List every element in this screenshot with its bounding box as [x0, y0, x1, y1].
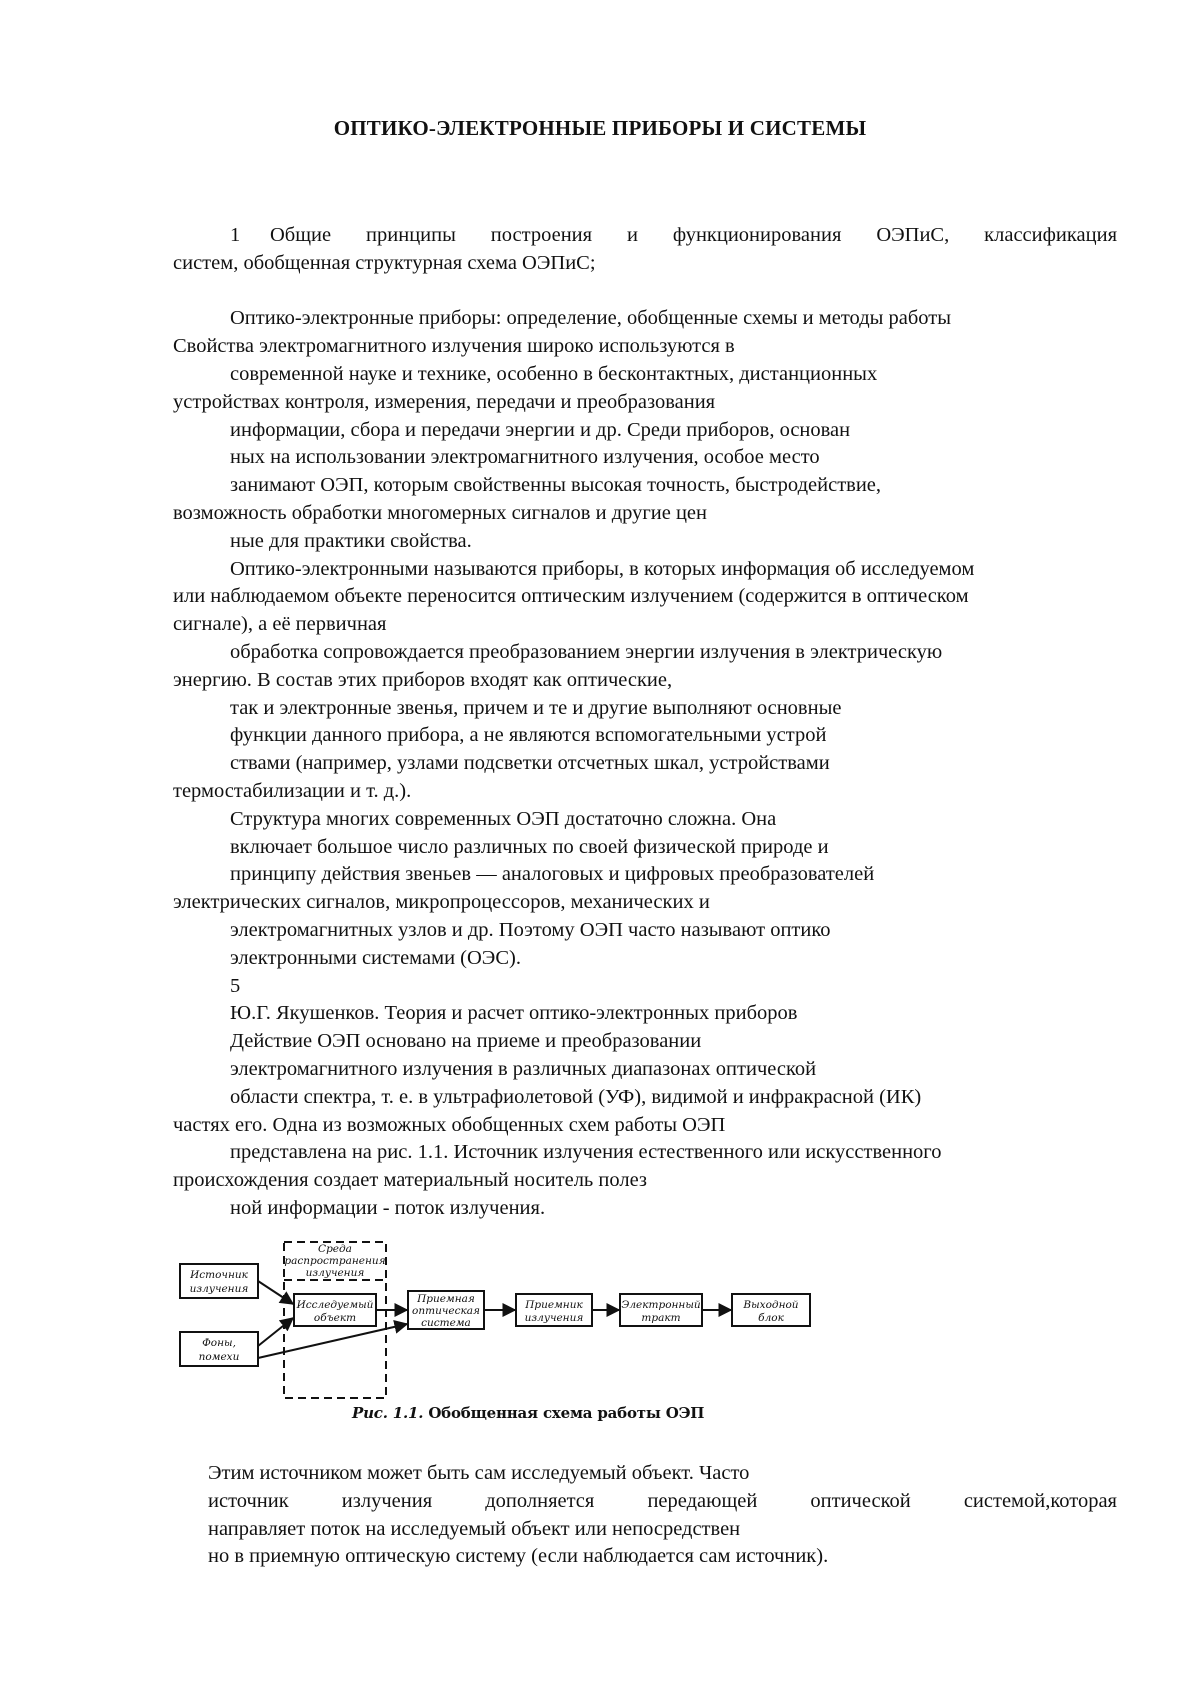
text-line: информации, сбора и передачи энергии и др. Среди приборов, основан	[230, 418, 851, 441]
text-line: функции данного прибора, а не являются вспомогательными устрой	[230, 724, 827, 747]
noise-label-2: помехи	[198, 1351, 240, 1363]
output-label-2: блок	[758, 1312, 784, 1324]
receiver-label-2: излучения	[524, 1312, 584, 1324]
text-line: электромагнитного излучения в различных диапазонах оптической	[230, 1057, 817, 1080]
text-line: электронными системами (ОЭС).	[230, 946, 521, 969]
text-line: электромагнитных узлов и др. Поэтому ОЭП часто называют оптико	[230, 918, 831, 941]
caption-text: Обобщенная схема работы ОЭП	[428, 1404, 705, 1422]
text-line: но в приемную оптическую систему (если наблюдается сам источник).	[208, 1545, 829, 1568]
text-line: или наблюдаемом объекте переносится оптическим излучением (содержится в оптическом	[173, 585, 969, 608]
body-text	[173, 222, 1117, 1223]
page-number: 5	[230, 974, 241, 997]
document-title: ОПТИКО-ЭЛЕКТРОННЫЕ ПРИБОРЫ И СИСТЕМЫ	[333, 116, 867, 140]
text-line: частях его. Одна из возможных обобщенных схем работы ОЭП	[173, 1113, 726, 1136]
text-line: занимают ОЭП, которым свойственны высокая точность, быстродействие,	[230, 474, 882, 497]
medium-label-3: излучения	[305, 1267, 365, 1279]
receiver-label-1: Приемник	[525, 1299, 583, 1311]
text-line: так и электронные звенья, причем и те и другие выполняют основные	[230, 696, 842, 719]
text-line: термостабилизации и т. д.).	[173, 779, 412, 802]
text-line: Свойства электромагнитного излучения широко используются в	[173, 335, 735, 358]
text-line: обработка сопровождается преобразованием энергии излучения в электрическую	[230, 640, 943, 663]
text-line: Структура многих современных ОЭП достаточно сложна. Она	[230, 807, 777, 830]
arrow-noise-object	[258, 1318, 293, 1346]
text-line: ные для практики свойства.	[230, 529, 472, 552]
text-line: принципу действия звеньев — аналоговых и цифровых преобразователей	[230, 863, 875, 886]
electronic-label-2: тракт	[641, 1312, 681, 1324]
noise-label-1: Фоны,	[202, 1337, 236, 1349]
arrow-source-object	[258, 1281, 293, 1304]
text-line: ной информации - поток излучения.	[230, 1196, 546, 1219]
text-line: энергию. В состав этих приборов входят как оптические,	[173, 668, 673, 691]
text-line: сигнале), а её первичная	[173, 613, 387, 636]
tail-text	[208, 1460, 1117, 1571]
medium-label-2: распространения	[284, 1255, 386, 1267]
text-line: Действие ОЭП основано на приеме и преобразовании	[230, 1030, 702, 1053]
output-label-1: Выходной	[743, 1299, 799, 1311]
text-line: представлена на рис. 1.1. Источник излучения естественного или искусственного	[230, 1141, 942, 1164]
optics-label-3: система	[421, 1317, 471, 1329]
text-line: источник излучения дополняется передающей оптической системой,которая	[208, 1489, 1117, 1512]
text-line: происхождения создает материальный носитель полез	[173, 1169, 648, 1192]
text-line: возможность обработки многомерных сигналов и другие цен	[173, 501, 707, 524]
object-label-1: Исследуемый	[296, 1299, 374, 1311]
caption-prefix: Рис. 1.1.	[352, 1404, 424, 1422]
object-label-2: объект	[313, 1312, 357, 1324]
text-line: современной науке и технике, особенно в бесконтактных, дистанционных	[230, 362, 878, 385]
electronic-label-1: Электронный	[621, 1299, 701, 1311]
text-line: Оптико-электронные приборы: определение, обобщенные схемы и методы работы	[230, 307, 952, 330]
text-line: Оптико-электронными называются приборы, в которых информация об исследуемом	[230, 557, 975, 580]
text-line: устройствах контроля, измерения, передачи и преобразования	[173, 390, 716, 413]
text-line: электрических сигналов, микропроцессоров, механических и	[173, 891, 710, 914]
medium-label-1: Среда	[318, 1243, 352, 1255]
item-line-2: систем, обобщенная структурная схема ОЭПиС;	[173, 251, 596, 274]
text-line: включает большое число различных по своей физической природе и	[230, 835, 829, 858]
optics-label-1: Приемная	[417, 1293, 475, 1305]
source-label-2: излучения	[189, 1283, 249, 1295]
item-line-1: Общие принципы построения и функционирования ОЭПиС, классификация	[270, 224, 1117, 246]
paragraph-gap	[173, 278, 1117, 306]
text-line: направляет поток на исследуемый объект или непосредствен	[208, 1517, 741, 1540]
figure-caption	[352, 1404, 704, 1422]
numbered-item	[173, 222, 1117, 250]
optics-label-2: оптическая	[412, 1305, 480, 1317]
running-header: Ю.Г. Якушенков. Теория и расчет оптико-электронных приборов	[230, 1002, 798, 1025]
block-diagram	[176, 1238, 856, 1416]
source-label-1: Источник	[190, 1269, 248, 1281]
text-line: ных на использовании электромагнитного излучения, особое место	[230, 446, 820, 469]
text-line: ствами (например, узлами подсветки отсчетных шкал, устройствами	[230, 752, 830, 775]
item-number: 1	[230, 224, 241, 246]
text-line: области спектра, т. е. в ультрафиолетовой (УФ), видимой и инфракрасной (ИК)	[230, 1085, 922, 1108]
text-line: Этим источником может быть сам исследуемый объект. Часто	[208, 1462, 750, 1484]
